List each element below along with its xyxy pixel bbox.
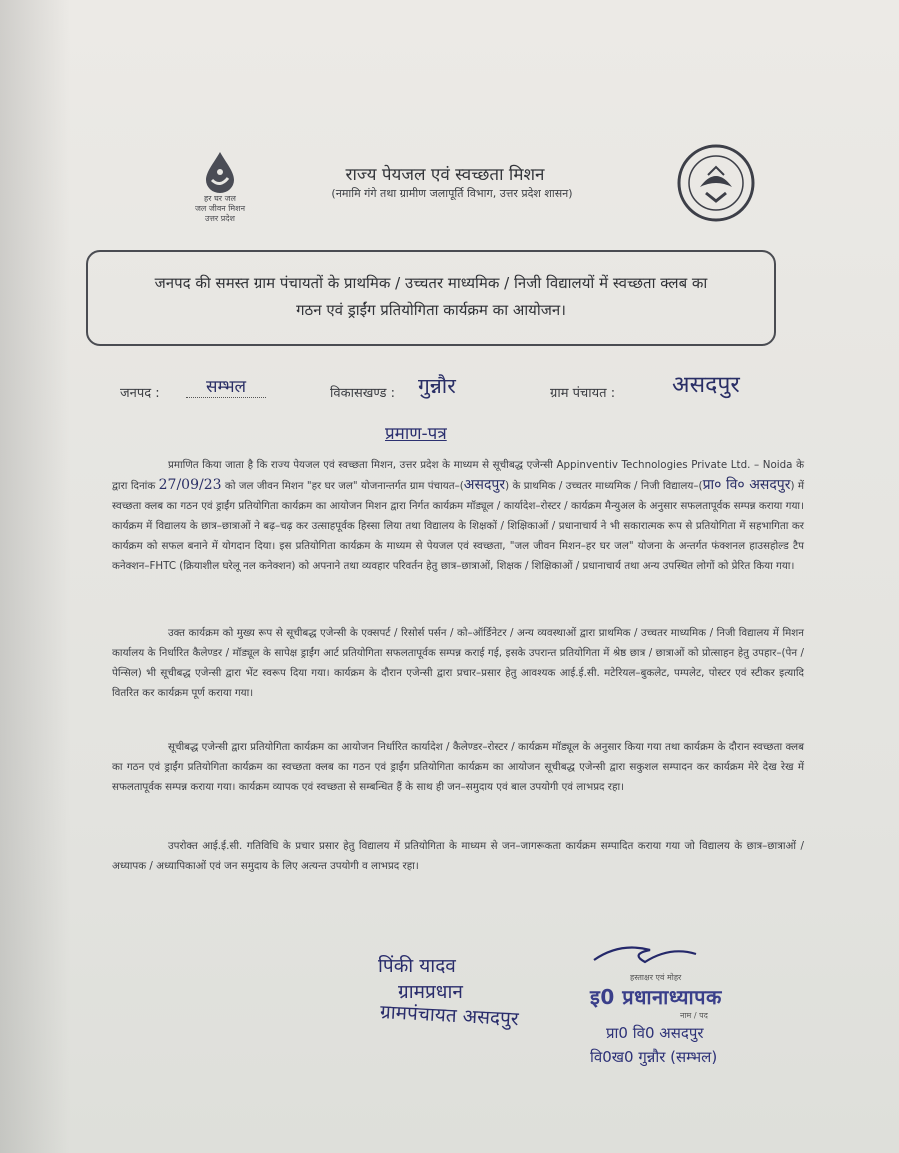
pradhan-name: पिंकी यादव bbox=[378, 955, 456, 977]
org-title: राज्य पेयजल एवं स्वच्छता मिशन bbox=[345, 165, 545, 185]
p1-text-a: प्रमाणित किया जाता है कि राज्य पेयजल एवं स्वच्छता मिशन, उत्तर प्रदेश के माध्यम से सूचीबद्ध एजेन्सी Appinventiv Technologies Private Ltd. – Noida के द्वारा दिनांक bbox=[112, 459, 804, 492]
block-value: गुन्नौर bbox=[418, 374, 456, 398]
banner-line-1: जनपद की समस्त ग्राम पंचायतों के प्राथमिक / उच्चतर माध्यमिक / निजी विद्यालयों में स्वच्छता क्लब का bbox=[154, 274, 708, 292]
p1-gram-panchayat: असदपुर bbox=[463, 477, 506, 493]
janpad-label: जनपद : bbox=[120, 386, 160, 401]
logo-caption-1: हर घर जल bbox=[204, 194, 236, 203]
gram-panchayat-label: ग्राम पंचायत : bbox=[550, 386, 616, 401]
janpad-value: सम्भल bbox=[186, 374, 266, 398]
pradhan-designation: ग्रामप्रधान bbox=[398, 981, 463, 1003]
logo-caption-2: जल जीवन मिशन bbox=[194, 204, 246, 213]
p4-text: उपरोक्त आई.ई.सी. गतिविधि के प्रचार प्रसार हेतु विद्यालय में प्रतियोगिता के माध्यम से जन–जागरूकता कार्यक्रम सम्पादित कराया गया जो विद्यालय के छात्र–छात्राओं / अध्यापक / अध्यापिकाओं एवं जन समुदाय के लिए अत्यन्त उपयोगी व लाभप्रद रहा। bbox=[112, 840, 804, 872]
p1-date: 27/09/23 bbox=[158, 477, 222, 493]
name-post-caption: नाम / पद bbox=[680, 1011, 708, 1020]
p1-school: प्रा० वि० असदपुर bbox=[702, 477, 791, 493]
stamp-block: वि0ख0 गुन्नौर (सम्भल) bbox=[590, 1048, 718, 1066]
banner-line-2: गठन एवं ड्राईंग प्रतियोगिता कार्यक्रम का आयोजन। bbox=[296, 301, 566, 319]
har-ghar-jal-logo bbox=[185, 150, 255, 224]
p3-text: सूचीबद्ध एजेन्सी द्वारा प्रतियोगिता कार्यक्रम का आयोजन निर्धारित कार्यादेश / कैलेण्डर–रोस्टर / कार्यक्रम मॉड्यूल के अनुसार किया गया तथा कार्यक्रम के दौरान स्वच्छता क्लब का गठन एवं ड्राईंग प्रतियोगिता कार्यक्रम का स्वच्छता क्लब का गठन एवं ड्राईंग प्रतियोगिता कार्यक्रम का आयोजन सूचीबद्ध एजेन्सी द्वारा सकुशल सम्पादन कर कार्यक्रम मेरे देख रेख में सफलतापूर्वक सम्पन्न कराया गया। कार्यक्रम व्यापक एवं स्वच्छता से सम्बन्धित हैं के साथ ही जन–समुदाय एवं बाल उपयोगी एवं लाभप्रद रहा। bbox=[112, 741, 804, 793]
paragraph-4 bbox=[112, 836, 804, 876]
block-label: विकासखण्ड : bbox=[330, 386, 396, 401]
pradhan-panchayat: ग्रामपंचायत असदपुर bbox=[379, 1001, 520, 1031]
state-seal-icon bbox=[676, 143, 756, 223]
p1-text-d: ) में स्वच्छता क्लब का गठन एवं ड्राईंग प्रतियोगिता कार्यक्रम का आयोजन मिशन द्वारा निर्गत कार्यक्रम मॉड्यूल / कार्यादेश–रोस्टर / कार्यक्रम मैन्युअल के अनुसार सफलतापूर्वक सम्पन्न कराया गया। कार्यक्रम में विद्यालय के छात्र–छात्राओं ने बढ़–चढ़ कर उत्साहपूर्वक हिस्सा लिया तथा विद्यालय के शिक्षकों / शिक्षिकाओं / प्रधानाचार्य ने भी सकारात्मक रूप से प्रतियोगिता में सहभागिता कर कार्यक्रम को सफल बनाने में योगदान दिया। इस प्रतियोगिता कार्यक्रम के माध्यम से पेयजल एवं स्वच्छता, "जल जीवन मिशन–हर घर जल" योजना के अन्तर्गत फंक्शनल हाउसहोल्ड टैप कनेक्शन–FHTC (क्रियाशील घरेलू नल कनेक्शन) को अपनाने तथा व्यवहार परिवर्तन हेतु छात्र–छात्राओं, शिक्षक / शिक्षिकाओं / प्रधानाचार्य तथा अन्य उपस्थित लोगों को प्रेरित किया गया। bbox=[112, 480, 805, 572]
water-drop-icon bbox=[203, 150, 237, 194]
paragraph-1 bbox=[112, 455, 804, 576]
gram-panchayat-value: असदपुर bbox=[672, 372, 740, 398]
paper-shadow bbox=[0, 0, 70, 1153]
stamp-title: इ0 प्रधानाध्यापक bbox=[590, 985, 722, 1009]
up-government-emblem bbox=[676, 143, 756, 223]
headmaster-stamp bbox=[590, 940, 790, 1069]
stamp-school: प्रा0 वि0 असदपुर bbox=[606, 1024, 704, 1042]
logo-caption-3: उत्तर प्रदेश bbox=[205, 214, 235, 223]
paragraph-2 bbox=[112, 623, 804, 703]
p1-text-b: को जल जीवन मिशन "हर घर जल" योजनान्तर्गत ग्राम पंचायत–( bbox=[224, 480, 464, 492]
subject-banner bbox=[86, 250, 776, 346]
org-subtitle: (नमामि गंगे तथा ग्रामीण जलापूर्ति विभाग, उत्तर प्रदेश शासन) bbox=[331, 187, 573, 200]
sign-caption: हस्ताक्षर एवं मोहर bbox=[630, 973, 682, 982]
p1-text-c: ) के प्राथमिक / उच्चतर माध्यमिक / निजी विद्यालय–( bbox=[505, 480, 703, 492]
p2-text: उक्त कार्यक्रम को मुख्य रूप से सूचीबद्ध एजेन्सी के एक्सपर्ट / रिसोर्स पर्सन / को–ऑर्डिनेटर / अन्य व्यवस्थाओं द्वारा प्राथमिक / उच्चतर माध्यमिक / निजी विद्यालय में मिशन कार्यालय के निर्धारित कैलेण्डर / मॉड्यूल के सापेक्ष ड्राईंग आर्ट प्रतियोगिता सफलतापूर्वक सम्पन्न कराई गई, इसके उपरान्त प्रतियोगिता में श्रेष्ठ छात्र / छात्राओं को प्रोत्साहन हेतु उपहार–(पेन / पेन्सिल) भी सूचीबद्ध एजेन्सी द्वारा भेंट स्वरूप दिया गया। कार्यक्रम के दौरान एजेन्सी द्वारा प्रचार–प्रसार हेतु आवश्यक आई.ई.सी. मटेरियल–बुकलेट, पम्पलेट, पोस्टर एवं स्टीकर इत्यादि वितरित कर कार्यक्रम पूर्ण कराया गया। bbox=[112, 627, 804, 699]
certificate-heading: प्रमाण-पत्र bbox=[385, 424, 447, 444]
signature-scribble-icon bbox=[590, 940, 700, 968]
pradhan-signature bbox=[378, 952, 608, 1030]
paragraph-3 bbox=[112, 737, 804, 797]
